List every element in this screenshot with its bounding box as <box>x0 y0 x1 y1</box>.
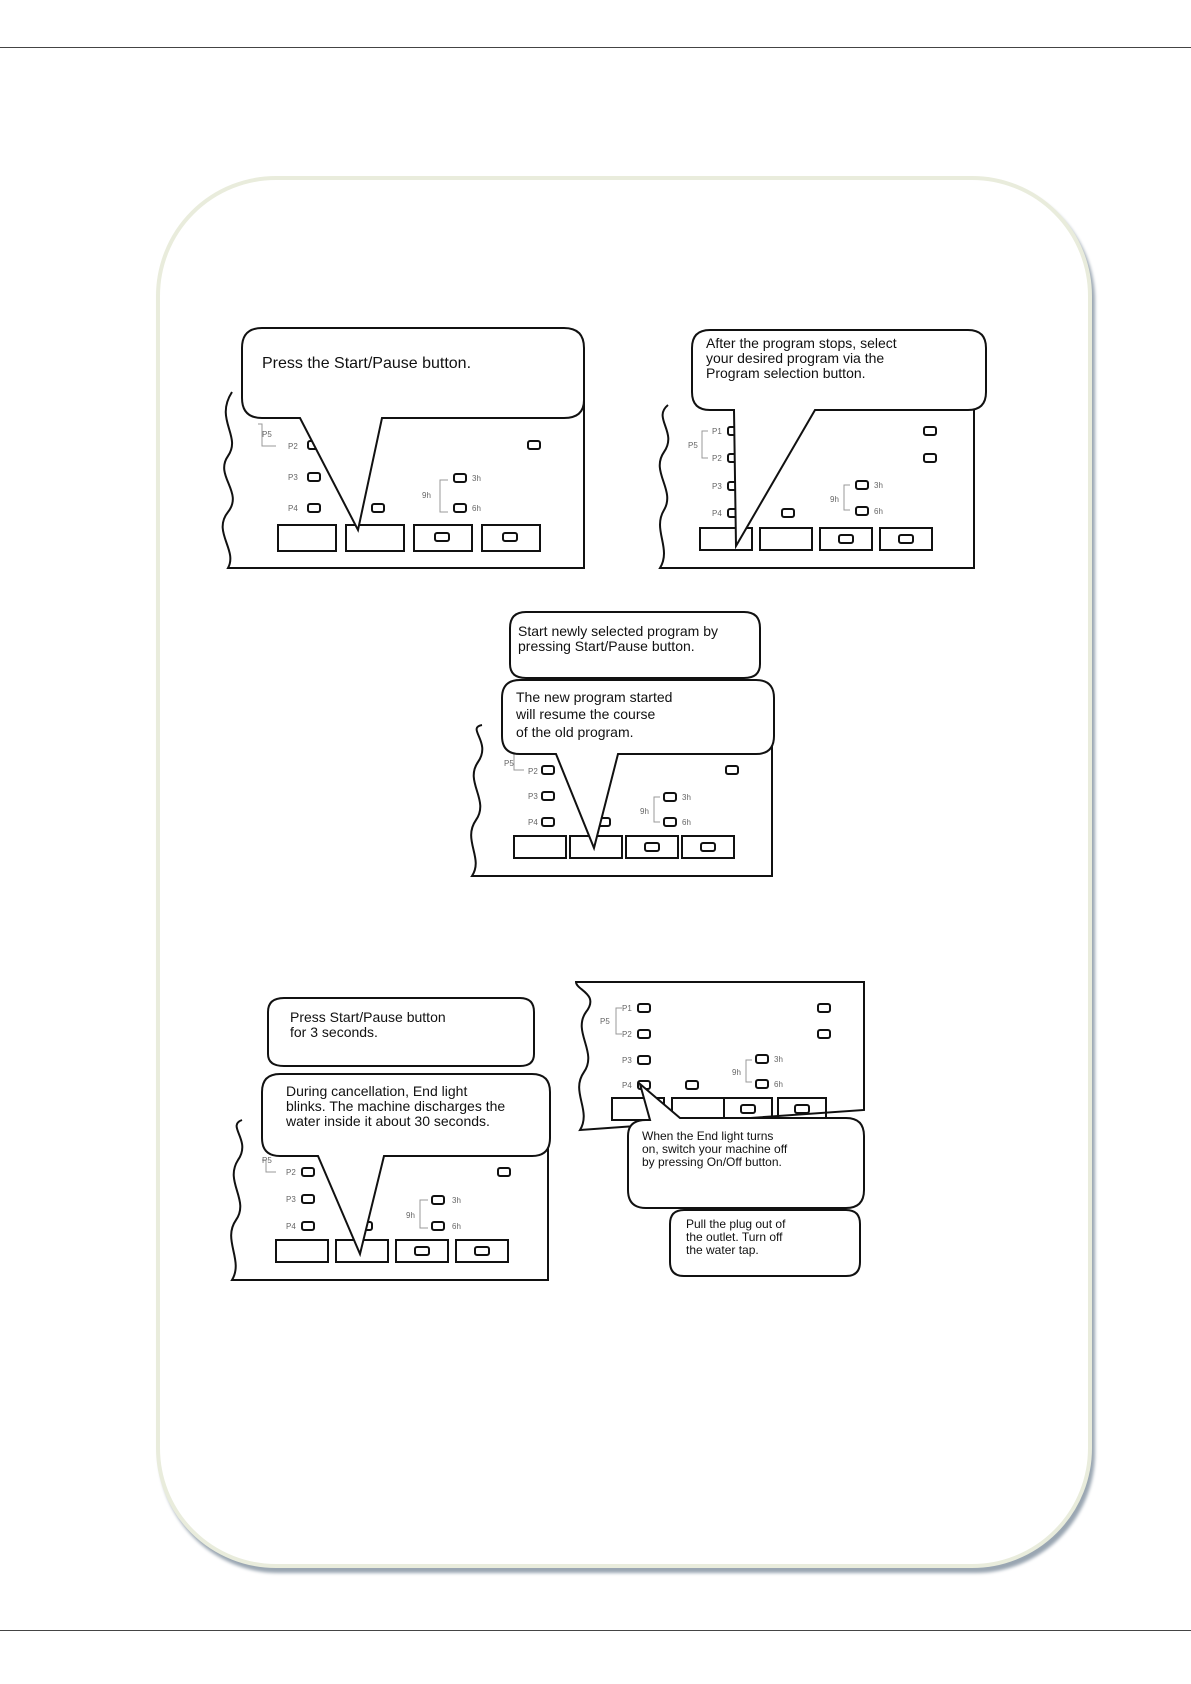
label-6h: 6h <box>472 504 481 513</box>
panel-5-callout-line-1: When the End light turns <box>642 1129 774 1143</box>
panel-5-bottom-line-1: Pull the plug out of <box>686 1217 786 1231</box>
end-led <box>372 504 384 512</box>
label-p5: P5 <box>262 430 272 439</box>
label-6h: 6h <box>682 818 691 827</box>
label-p3: P3 <box>288 473 298 482</box>
label-p4: P4 <box>712 509 722 518</box>
6h-led <box>454 504 466 512</box>
label-9h: 9h <box>422 491 431 500</box>
label-p4: P4 <box>286 1222 296 1231</box>
option-button[interactable] <box>880 528 932 550</box>
label-p3: P3 <box>712 482 722 491</box>
panel-3-callout-line-2: will resume the course <box>516 706 656 722</box>
panel-5-callout-line-3: by pressing On/Off button. <box>642 1155 782 1169</box>
program-button[interactable] <box>682 836 734 858</box>
label-p4: P4 <box>622 1081 632 1090</box>
panel-2-callout-line-1: After the program stops, select <box>706 335 897 351</box>
label-3h: 3h <box>472 474 481 483</box>
program-button[interactable] <box>778 1098 826 1120</box>
panel-3-top-line-1: Start newly selected program by <box>518 623 718 639</box>
start-pause-button[interactable] <box>760 528 812 550</box>
label-9h: 9h <box>640 807 649 816</box>
label-p2: P2 <box>622 1030 632 1039</box>
panel-2-callout-line-2: your desired program via the <box>706 350 885 366</box>
program-button[interactable] <box>456 1240 508 1262</box>
3h-led <box>454 474 466 482</box>
label-p2: P2 <box>286 1168 296 1177</box>
panel-5-callout-line-2: on, switch your machine off <box>642 1142 788 1156</box>
label-3h: 3h <box>682 793 691 802</box>
panel-3-callout-line-1: The new program started <box>516 689 673 705</box>
label-p3: P3 <box>622 1056 632 1065</box>
start-pause-button[interactable] <box>346 525 404 551</box>
label-p2: P2 <box>712 454 722 463</box>
panel-3-top-line-2: pressing Start/Pause button. <box>518 638 695 654</box>
label-p5: P5 <box>504 759 514 768</box>
on-off-button[interactable] <box>278 525 336 551</box>
label-p4: P4 <box>288 504 298 513</box>
top-right-led <box>528 441 540 449</box>
label-9h: 9h <box>830 495 839 504</box>
label-p5: P5 <box>262 1156 272 1165</box>
label-p1: P1 <box>622 1004 632 1013</box>
label-3h: 3h <box>452 1196 461 1205</box>
p3-led <box>308 473 320 481</box>
delay-button[interactable] <box>626 836 678 858</box>
label-p1: P1 <box>712 427 722 436</box>
label-p2: P2 <box>528 767 538 776</box>
delay-button[interactable] <box>820 528 872 550</box>
p4-led <box>308 504 320 512</box>
panel-3-callout-line-3: of the old program. <box>516 724 634 740</box>
label-p5: P5 <box>688 441 698 450</box>
on-off-button[interactable] <box>514 836 566 858</box>
panel-2-control-panel <box>660 405 974 568</box>
panel-5-bottom-line-2: the outlet. Turn off <box>686 1230 783 1244</box>
delay-button[interactable] <box>396 1240 448 1262</box>
label-6h: 6h <box>874 507 883 516</box>
label-p2: P2 <box>288 442 298 451</box>
panel-4-top-line-2: for 3 seconds. <box>290 1024 378 1040</box>
label-3h: 3h <box>874 481 883 490</box>
label-3h: 3h <box>774 1055 783 1064</box>
panel-5-bottom-line-3: the water tap. <box>686 1243 759 1257</box>
label-9h: 9h <box>732 1068 741 1077</box>
panel-2-callout-line-3: Program selection button. <box>706 365 866 381</box>
label-6h: 6h <box>452 1222 461 1231</box>
end-led <box>782 509 794 517</box>
panel-4-callout-line-3: water inside it about 30 seconds. <box>286 1113 490 1129</box>
panel-5-control-panel <box>576 982 864 1130</box>
panel-1-callout-text: Press the Start/Pause button. <box>262 355 472 372</box>
label-p3: P3 <box>528 792 538 801</box>
panel-4-callout-line-1: During cancellation, End light <box>286 1083 468 1099</box>
program-button[interactable] <box>482 525 540 551</box>
panel-4-callout-line-2: blinks. The machine discharges the <box>286 1098 506 1114</box>
label-9h: 9h <box>406 1211 415 1220</box>
on-off-button[interactable] <box>276 1240 328 1262</box>
label-6h: 6h <box>774 1080 783 1089</box>
label-p3: P3 <box>286 1195 296 1204</box>
label-p5: P5 <box>600 1017 610 1026</box>
panel-4-top-line-1: Press Start/Pause button <box>290 1009 446 1025</box>
delay-button[interactable] <box>414 525 472 551</box>
label-p4: P4 <box>528 818 538 827</box>
